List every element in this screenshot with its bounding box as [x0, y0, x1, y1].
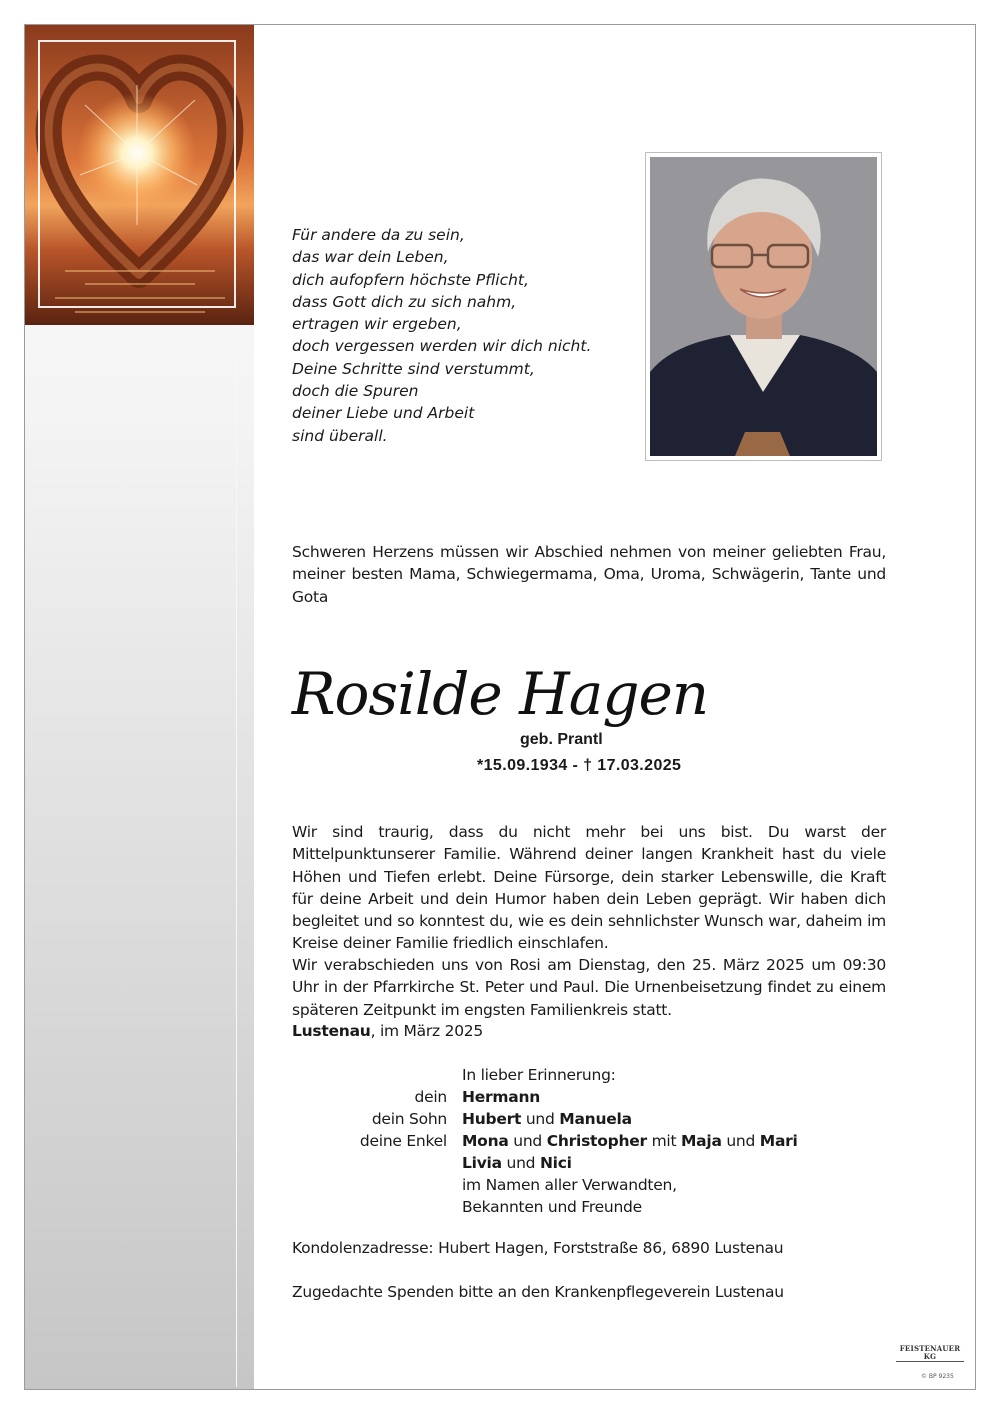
- condolence-address: Kondolenzadresse: Hubert Hagen, Forststraße 86, 6890 Lustenau: [292, 1239, 784, 1257]
- conjunction: und: [525, 1110, 555, 1128]
- mourner-name: Hubert: [462, 1110, 522, 1128]
- place-date: [292, 1020, 483, 1042]
- mourner-name: Christopher: [546, 1132, 647, 1150]
- mourner-name: Mari: [759, 1132, 798, 1150]
- conjunction: und: [506, 1154, 536, 1172]
- poem-line: doch die Spuren: [292, 382, 419, 401]
- poem-line: das war dein Leben,: [292, 248, 449, 267]
- service-paragraph: Wir verabschieden uns von Rosi am Dienstag, den 25. März 2025 um 09:30 Uhr in der Pfarrkirche St. Peter und Paul. Die Urnenbeisetzung findet zu einem späteren Zeitpunkt im engsten Familienkreis statt.: [292, 956, 886, 1019]
- poem-line: sind überall.: [292, 426, 388, 445]
- place-name: Lustenau: [292, 1022, 371, 1040]
- mourner-name: Maja: [681, 1132, 722, 1150]
- sidebar-accent-line: [236, 325, 237, 1387]
- funeral-home-logo: [896, 1345, 964, 1362]
- mourners-closing: im Namen aller Verwandten,: [462, 1176, 677, 1194]
- relation-label: dein: [414, 1088, 447, 1106]
- deceased-name: Rosilde Hagen: [291, 660, 709, 728]
- mourners-block: [292, 1064, 892, 1218]
- poem-line: Deine Schritte sind verstummt,: [292, 359, 535, 378]
- poem-line: dass Gott dich zu sich nahm,: [292, 292, 517, 311]
- donation-note: Zugedachte Spenden bitte an den Krankenpflegeverein Lustenau: [292, 1283, 784, 1301]
- poem-line: dich aufopfern höchste Pflicht,: [292, 270, 529, 289]
- conjunction: und: [726, 1132, 756, 1150]
- poem-line: Für andere da zu sein,: [292, 226, 465, 244]
- memorial-paragraph: Wir sind traurig, dass du nicht mehr bei uns bist. Du warst der Mittelpunktunserer Familie. Während deiner langen Krankheit hast du viele Höhen und Tiefen erlebt. Deine Fürsorge, dein starker Lebenswille, die Kraft für deine Arbeit und dein Humor haben dein Leben geprägt. Wir haben dich begleitet und so konntest du, wie es dein sehnlichster Wunsch war, daheim im Kreise deiner Familie friedlich einschlafen.: [292, 823, 886, 953]
- mourner-name: Hermann: [462, 1088, 541, 1106]
- mourner-name: Nici: [539, 1154, 572, 1172]
- poem-line: deiner Liebe und Arbeit: [292, 404, 475, 423]
- mourner-name: Livia: [462, 1154, 502, 1172]
- mourner-name: Manuela: [559, 1110, 632, 1128]
- poem-line: doch vergessen werden wir dich nicht.: [292, 337, 592, 356]
- poem: [292, 224, 591, 447]
- conjunction: und: [513, 1132, 543, 1150]
- heart-hands-sunset-image: [25, 25, 254, 325]
- maiden-name: geb. Prantl: [520, 731, 603, 748]
- conjunction: mit: [651, 1132, 677, 1150]
- mourners-closing: Bekannten und Freunde: [462, 1198, 642, 1216]
- relation-label: dein Sohn: [371, 1110, 447, 1128]
- mourners-heading: In lieber Erinnerung:: [462, 1066, 616, 1084]
- intro-text: Schweren Herzens müssen wir Abschied nehmen von meiner geliebten Frau, meiner besten Mama, Schwiegermama, Oma, Uroma, Schwägerin, Tante und Gota: [292, 543, 886, 606]
- mourner-name: Mona: [462, 1132, 509, 1150]
- relation-label: deine Enkel: [359, 1132, 447, 1150]
- logo-brand: FEISTENAUER KG: [896, 1345, 964, 1362]
- portrait-photo: [645, 152, 882, 461]
- life-dates: *15.09.1934 - † 17.03.2025: [477, 757, 682, 774]
- place-date-text: , im März 2025: [370, 1022, 484, 1040]
- document-code: © BP 9235: [921, 1373, 954, 1380]
- poem-line: ertragen wir ergeben,: [292, 315, 462, 334]
